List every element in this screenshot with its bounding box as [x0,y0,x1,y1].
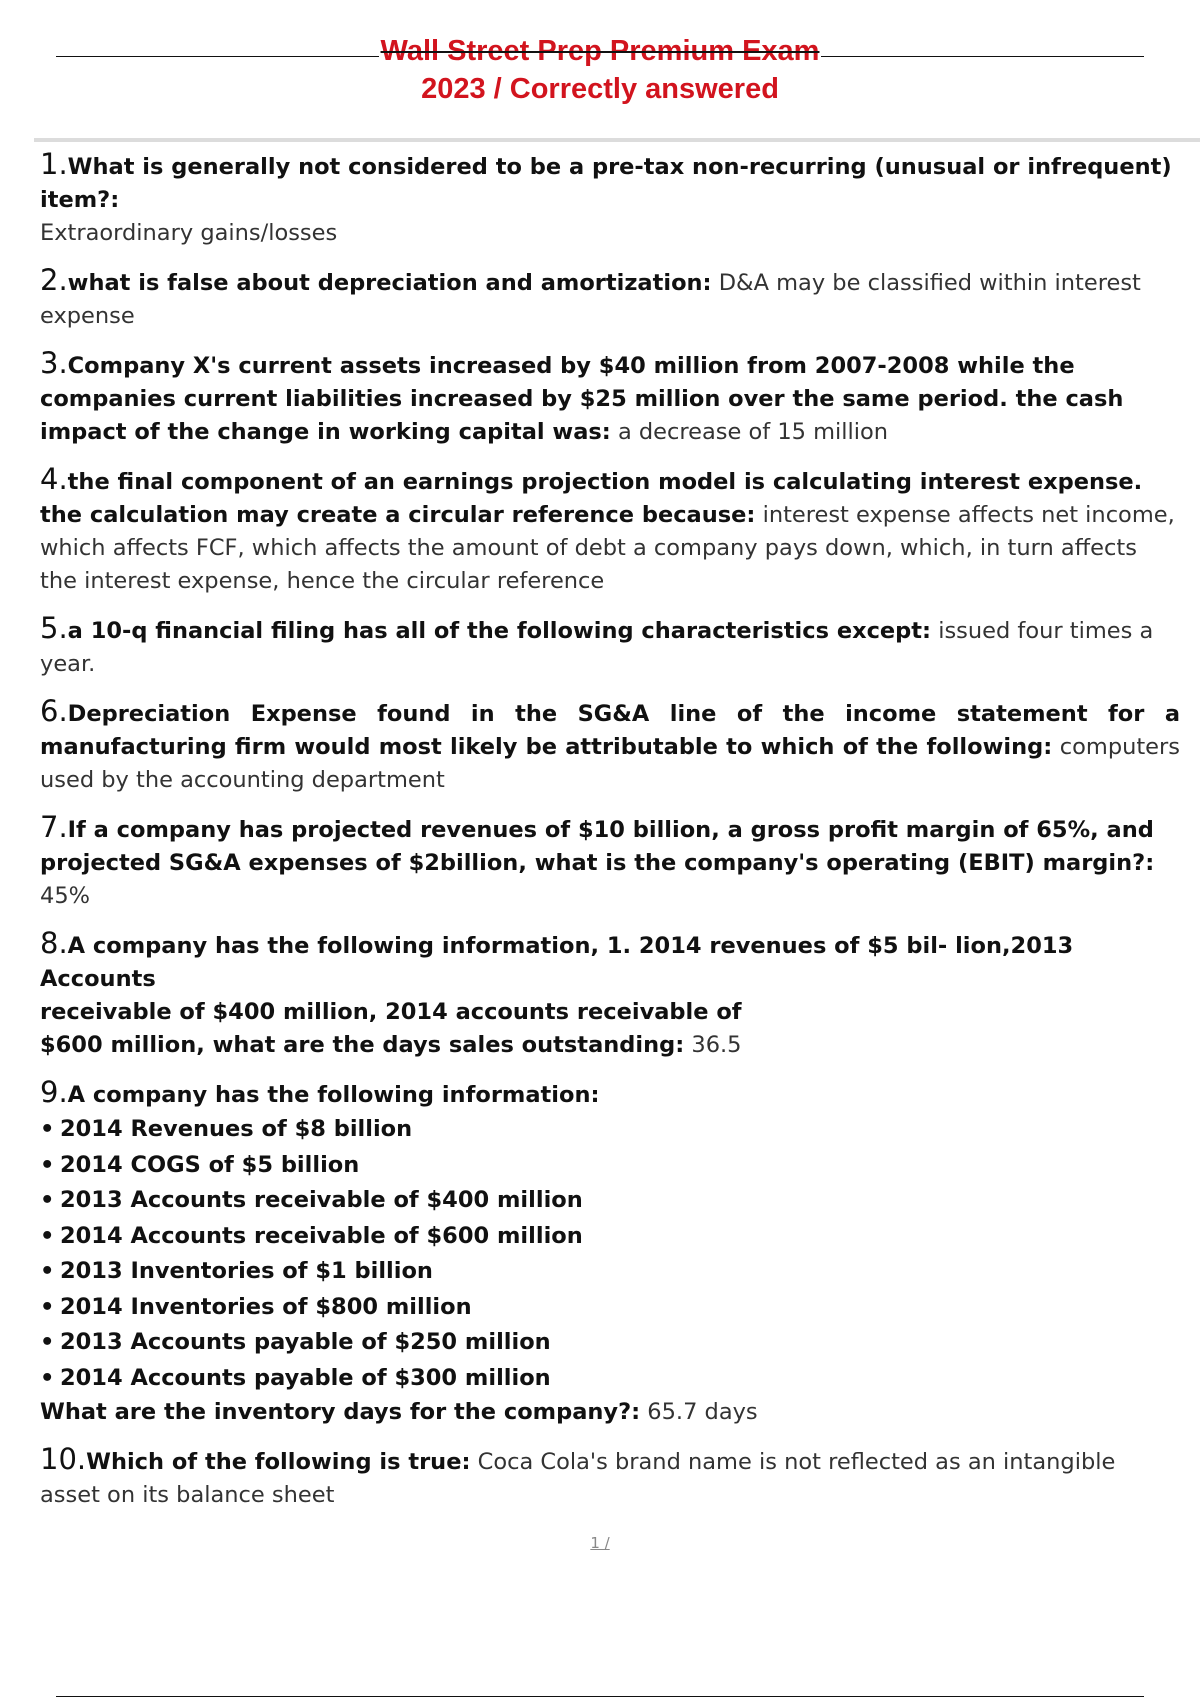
answer-text: interest expense affects net income, which affects FCF, which affects the amount of debt a company pays down, which, in turn affects the interest expense, hence the circular reference [40,502,1175,594]
question-number: 10. [40,1442,87,1476]
question-number: 6. [40,694,68,728]
question-item-3 [40,347,1180,449]
question-item-9 [40,1076,1180,1429]
question-item-2 [40,264,1180,333]
question-text: the final component of an earnings projection model is calculating interest expense. the calculation may create a circular reference because: [40,469,1143,528]
question-text: A company has the following information: [67,1082,600,1108]
question-item-10 [40,1443,1180,1512]
question-item-8 [40,927,1180,1062]
question-text: Which of the following is true: [86,1449,471,1475]
bullet-item: • 2014 Inventories of $800 million [40,1290,1180,1326]
bullet-item: • 2014 COGS of $5 billion [40,1148,1180,1184]
question-text: Depreciation Expense found in the SG&A line of the income statement for a manufacturing firm would most likely be attributable to which of the following: [40,701,1180,760]
page-number [0,1534,1200,1552]
answer-text: computers used by the accounting department [40,734,1180,793]
page-number-text: 1 / [590,1534,610,1552]
answer-text: 36.5 [691,1032,742,1058]
bullet-item: • 2013 Accounts payable of $250 million [40,1325,1180,1361]
bullet-item: • 2013 Accounts receivable of $400 million [40,1183,1180,1219]
bullet-item: • 2014 Accounts payable of $300 million [40,1361,1180,1397]
question-tail-text: What are the inventory days for the company?: [40,1399,641,1425]
question-number: 7. [40,810,68,844]
document-title [0,32,1200,108]
bullet-item: • 2013 Inventories of $1 billion [40,1254,1180,1290]
title-line-1: Wall Street Prep Premium Exam [379,32,822,70]
bullet-item: • 2014 Accounts receivable of $600 million [40,1219,1180,1255]
bullet-item: • 2014 Revenues of $8 billion [40,1112,1180,1148]
question-number: 3. [40,346,68,380]
question-list [40,148,1180,1526]
question-item-5 [40,612,1180,681]
answer-text: D&A may be classified within interest expense [40,270,1141,329]
answer-text: Extraordinary gains/losses [40,220,338,246]
question-text: Company X's current assets increased by $40 million from 2007-2008 while the companies current liabilities increased by $25 million over the same period. the cash impact of the change in working capital was: [40,353,1124,445]
question-item-7 [40,811,1180,913]
question-number: 2. [40,263,68,297]
question-number: 1. [40,147,68,181]
question-text: a 10-q financial filing has all of the following characteristics except: [67,618,932,644]
question-number: 8. [40,926,68,960]
header-separator [34,138,1200,142]
question-item-6 [40,695,1180,797]
answer-text: 65.7 days [647,1399,758,1425]
question-item-1 [40,148,1180,250]
info-bullet-list [40,1112,1180,1396]
bottom-rule [56,1696,1144,1697]
answer-text: 45% [40,883,91,909]
question-text: What is generally not considered to be a pre-tax non-recurring (unusual or infrequent) item?: [40,154,1172,213]
answer-text: a decrease of 15 million [617,419,889,445]
answer-text: Coca Cola's brand name is not reflected as an intangible asset on its balance sheet [40,1449,1116,1508]
answer-text: issued four times a year. [40,618,1154,677]
question-text-line-2: receivable of $400 million, 2014 accounts receivable of [40,999,742,1025]
question-number: 9. [40,1075,68,1109]
question-number: 4. [40,462,68,496]
title-line-2: 2023 / Correctly answered [421,73,779,105]
question-text-line-1: A company has the following information, 1. 2014 revenues of $5 bil- lion,2013 Accounts [40,933,1074,992]
question-text-line-3: $600 million, what are the days sales outstanding: [40,1032,685,1058]
question-number: 5. [40,611,68,645]
question-item-4 [40,463,1180,598]
question-text: If a company has projected revenues of $10 billion, a gross profit margin of 65%, and projected SG&A expenses of $2billion, what is the company's operating (EBIT) margin?: [40,817,1155,876]
question-text: what is false about depreciation and amortization: [67,270,712,296]
